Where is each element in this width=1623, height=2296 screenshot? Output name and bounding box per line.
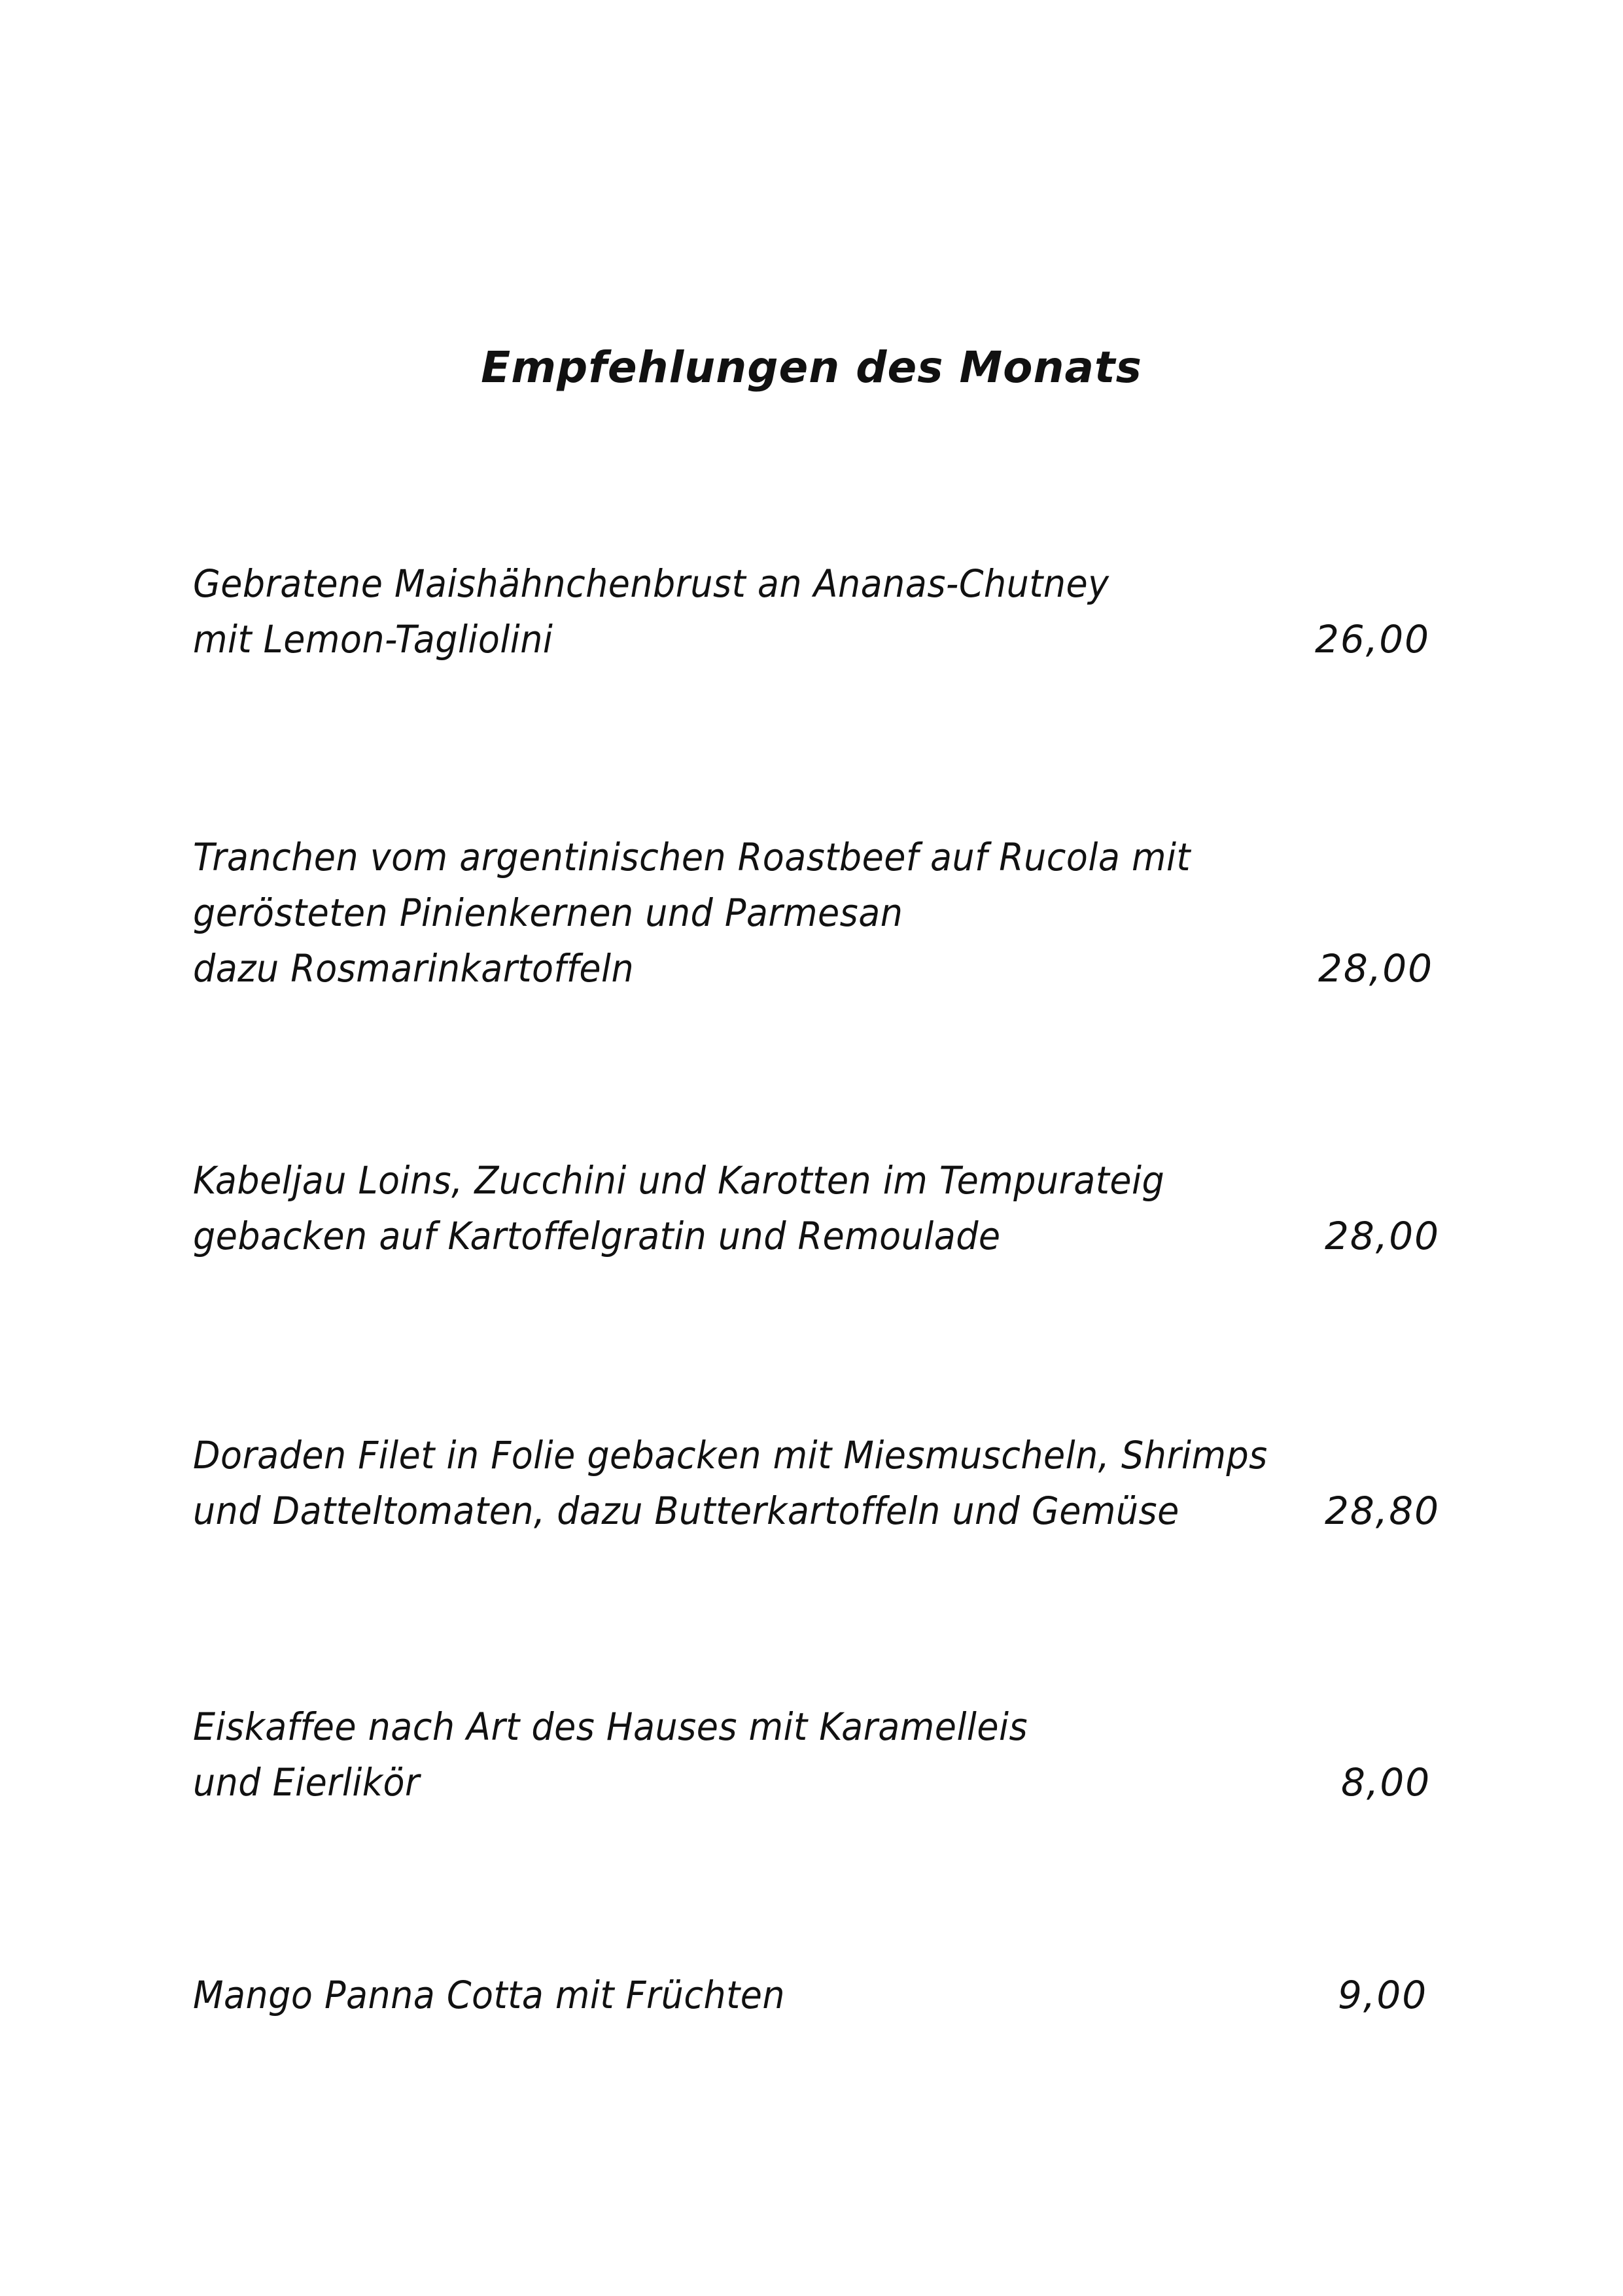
menu-item-description-line: Doraden Filet in Folie gebacken mit Miesmuscheln, Shrimps xyxy=(193,1433,1268,1477)
menu-item-description-line: gerösteten Pinienkernen und Parmesan xyxy=(193,891,903,935)
menu-item-chicken xyxy=(193,556,1436,667)
page-title: Empfehlungen des Monats xyxy=(481,342,1142,393)
menu-item-description-line: Kabeljau Loins, Zucchini und Karotten im Tempurateig xyxy=(193,1158,1165,1203)
menu-item-roastbeef xyxy=(193,830,1436,997)
menu-item-doraden xyxy=(193,1428,1436,1539)
menu-item-description-line: Tranchen vom argentinischen Roastbeef auf Rucola mit xyxy=(193,835,1191,879)
menu-item-price: 9,00 xyxy=(1338,1973,1428,2017)
menu-item-price: 26,00 xyxy=(1315,617,1431,662)
menu-item-description-line: Mango Panna Cotta mit Früchten xyxy=(193,1973,786,2017)
menu-item-price: 28,00 xyxy=(1325,1214,1440,1258)
menu-item-description-line: und Datteltomaten, dazu Butterkartoffeln und Gemüse xyxy=(193,1489,1179,1533)
menu-item-panna-cotta xyxy=(193,1968,1436,2023)
menu-item-kabeljau xyxy=(193,1153,1436,1264)
menu-item-description-line: dazu Rosmarinkartoffeln xyxy=(193,946,635,991)
menu-item-description-line: Eiskaffee nach Art des Hauses mit Karamelleis xyxy=(193,1704,1028,1749)
menu-item-price: 28,00 xyxy=(1318,946,1434,991)
menu-item-description-line: Gebratene Maishähnchenbrust an Ananas-Chutney xyxy=(193,561,1109,606)
menu-item-eiskaffee xyxy=(193,1699,1436,1810)
menu-item-price: 28,80 xyxy=(1325,1489,1440,1533)
menu-item-price: 8,00 xyxy=(1341,1760,1431,1805)
menu-item-description-line: mit Lemon-Tagliolini xyxy=(193,617,553,662)
menu-item-description-line: gebacken auf Kartoffelgratin und Remoulade xyxy=(193,1214,1001,1258)
menu-item-description-line: und Eierlikör xyxy=(193,1760,420,1805)
